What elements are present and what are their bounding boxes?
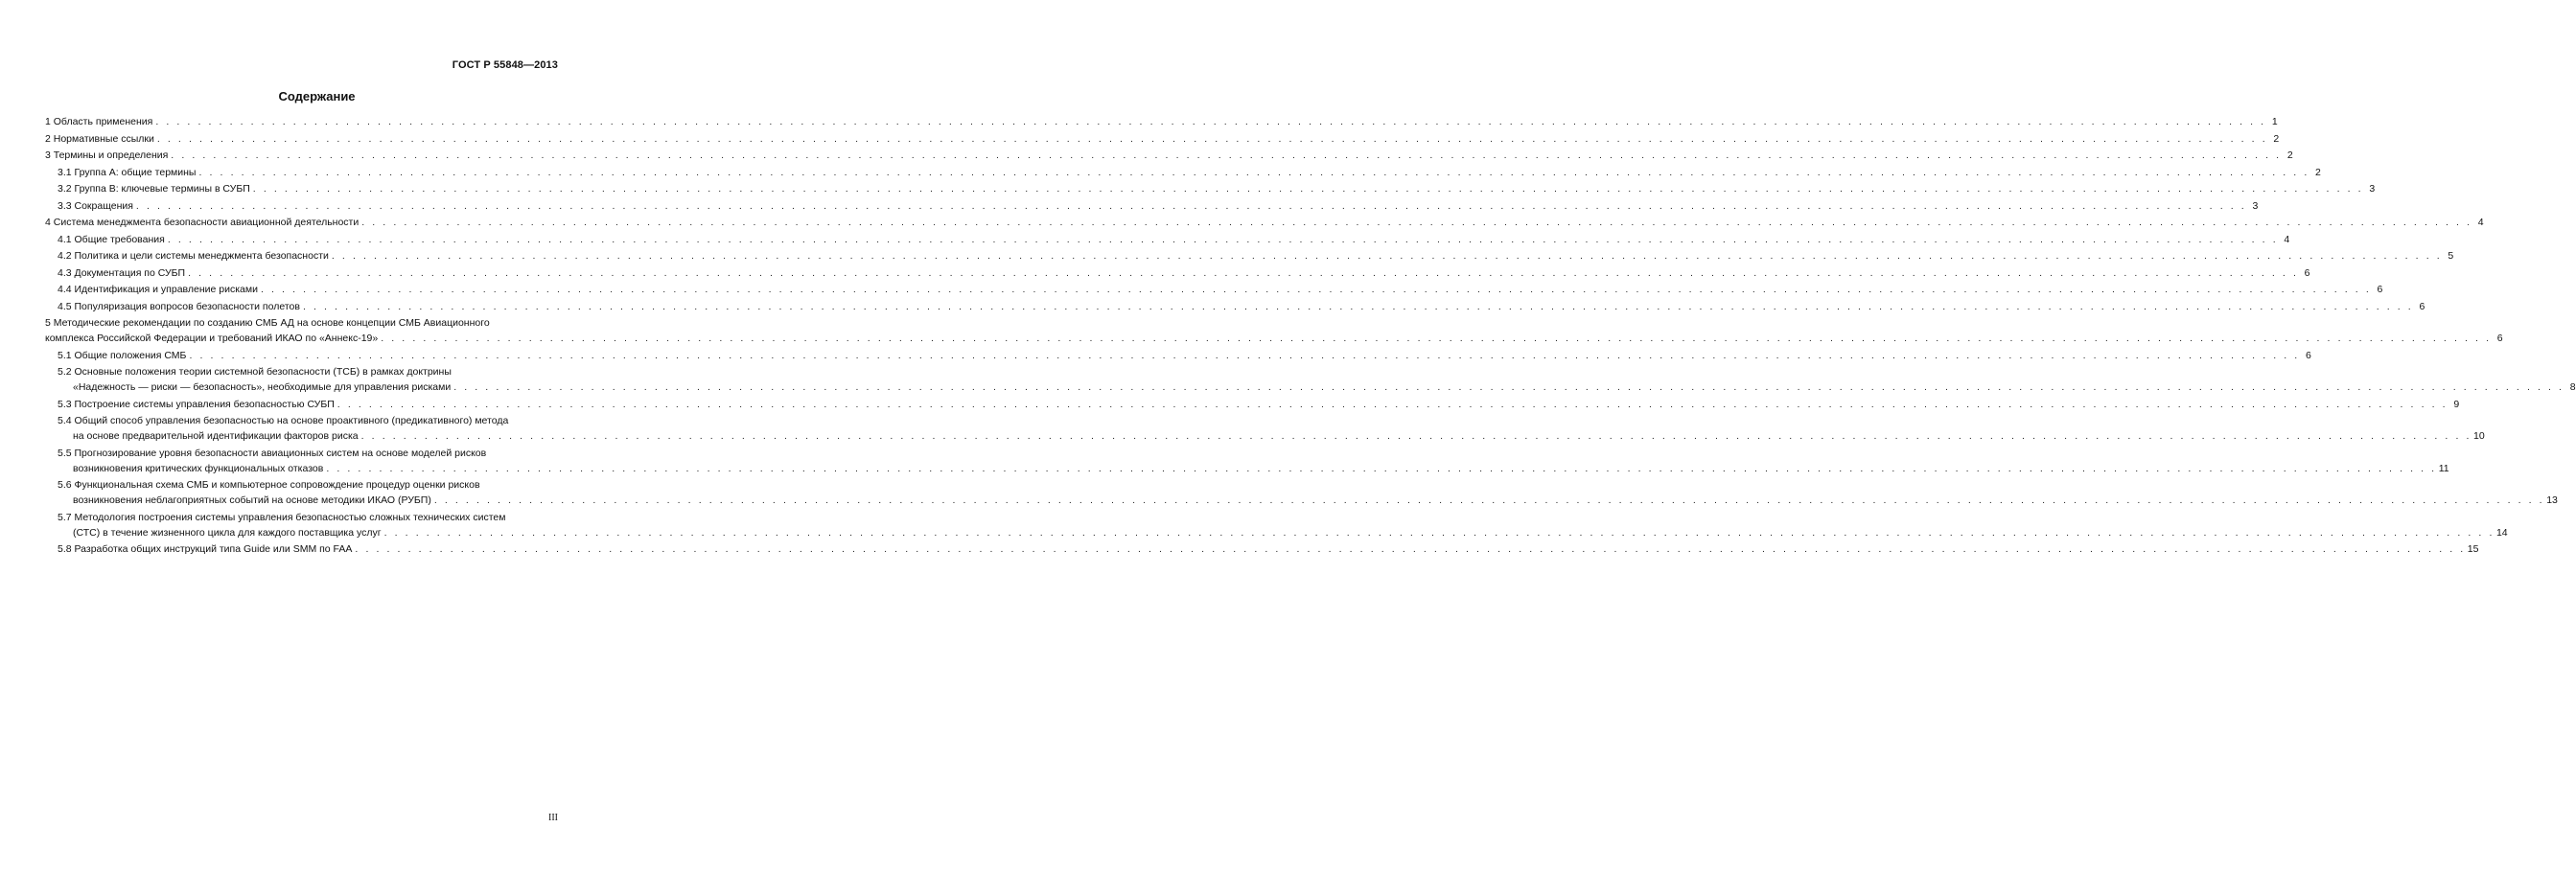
table-of-contents bbox=[45, 114, 2576, 559]
toc-leader-dots: . . . . . . . . . . . . . . . . . . . . . . . . . . . . . . . . . . . . . . . . . . . . . . . . . . . . . . . . . . . . . . . . . . . . . . . . . . . . . . . . . . . . . . . . . . . . . . . . . . . . . . . . . . . . . . . . . . . . . . . . . . . . . . . . . . . . . . . . . . . . . . . . . . . . . . . . . . . . . . . . . . . . . . . . . . . . . . . . . . . . . . . . . . . . . . . . . . . . . . . . bbox=[433, 494, 2545, 506]
toc-leader-dots: . . . . . . . . . . . . . . . . . . . . . . . . . . . . . . . . . . . . . . . . . . . . . . . . . . . . . . . . . . . . . . . . . . . . . . . . . . . . . . . . . . . . . . . . . . . . . . . . . . . . . . . . . . . . . . . . . . . . . . . . . . . . . . . . . . . . . . . . . . . . . . . . . . . . . . . . . . . . . . . . . . . . . . . . . . . . . . . . . . . . . . . . . . . . . . . . . . . . . . . . bbox=[331, 250, 2443, 262]
toc-entry[interactable] bbox=[45, 198, 2259, 214]
toc-entry-page: 8 bbox=[2569, 381, 2576, 393]
toc-leader-dots: . . . . . . . . . . . . . . . . . . . . . . . . . . . . . . . . . . . . . . . . . . . . . . . . . . . . . . . . . . . . . . . . . . . . . . . . . . . . . . . . . . . . . . . . . . . . . . . . . . . . . . . . . . . . . . . . . . . . . . . . . . . . . . . . . . . . . . . . . . . . . . . . . . . . . . . . . . . . . . . . . . . . . . . . . . . . . . . . . . . . . . . . . . . . . . . . . . . . . . . . bbox=[453, 381, 2564, 393]
toc-leader-dots: . . . . . . . . . . . . . . . . . . . . . . . . . . . . . . . . . . . . . . . . . . . . . . . . . . . . . . . . . . . . . . . . . . . . . . . . . . . . . . . . . . . . . . . . . . . . . . . . . . . . . . . . . . . . . . . . . . . . . . . . . . . . . . . . . . . . . . . . . . . . . . . . . . . . . . . . . . . . . . . . . . . . . . . . . . . . . . . . . . . . . . . . . . . . . . . . . . . . . . . . bbox=[360, 430, 2472, 442]
toc-entry-text: 5.8 Разработка общих инструкций типа Guide или SMM по FAA bbox=[58, 543, 353, 555]
toc-leader-dots: . . . . . . . . . . . . . . . . . . . . . . . . . . . . . . . . . . . . . . . . . . . . . . . . . . . . . . . . . . . . . . . . . . . . . . . . . . . . . . . . . . . . . . . . . . . . . . . . . . . . . . . . . . . . . . . . . . . . . . . . . . . . . . . . . . . . . . . . . . . . . . . . . . . . . . . . . . . . . . . . . . . . . . . . . . . . . . . . . . . . . . . . . . . . . . . . . . . . . . . . bbox=[155, 116, 2266, 127]
toc-entry-page: 15 bbox=[2467, 543, 2479, 555]
toc-entry-text: (СТС) в течение жизненного цикла для каждого поставщика услуг bbox=[73, 526, 382, 539]
toc-entry-text: 4 Система менеджмента безопасности авиационной деятельности bbox=[45, 217, 360, 228]
toc-leader-dots: . . . . . . . . . . . . . . . . . . . . . . . . . . . . . . . . . . . . . . . . . . . . . . . . . . . . . . . . . . . . . . . . . . . . . . . . . . . . . . . . . . . . . . . . . . . . . . . . . . . . . . . . . . . . . . . . . . . . . . . . . . . . . . . . . . . . . . . . . . . . . . . . . . . . . . . . . . . . . . . . . . . . . . . . . . . . . . . . . . . . . . . . . . . . . . . . . . . . . . . . bbox=[171, 149, 2282, 161]
toc-entry[interactable] bbox=[45, 131, 2280, 147]
toc-entry[interactable] bbox=[45, 299, 2425, 314]
toc-leader-dots: . . . . . . . . . . . . . . . . . . . . . . . . . . . . . . . . . . . . . . . . . . . . . . . . . . . . . . . . . . . . . . . . . . . . . . . . . . . . . . . . . . . . . . . . . . . . . . . . . . . . . . . . . . . . . . . . . . . . . . . . . . . . . . . . . . . . . . . . . . . . . . . . . . . . . . . . . . . . . . . . . . . . . . . . . . . . . . . . . . . . . . . . . . . . . . . . . . . . . . . . bbox=[355, 543, 2466, 555]
toc-leader-dots: . . . . . . . . . . . . . . . . . . . . . . . . . . . . . . . . . . . . . . . . . . . . . . . . . . . . . . . . . . . . . . . . . . . . . . . . . . . . . . . . . . . . . . . . . . . . . . . . . . . . . . . . . . . . . . . . . . . . . . . . . . . . . . . . . . . . . . . . . . . . . . . . . . . . . . . . . . . . . . . . . . . . . . . . . . . . . . . . . . . . . . . . . . . . . . . . . . . . . . . . bbox=[383, 526, 2495, 539]
toc-entry-text: 4.3 Документация по СУБП bbox=[58, 266, 186, 279]
toc-leader-dots: . . . . . . . . . . . . . . . . . . . . . . . . . . . . . . . . . . . . . . . . . . . . . . . . . . . . . . . . . . . . . . . . . . . . . . . . . . . . . . . . . . . . . . . . . . . . . . . . . . . . . . . . . . . . . . . . . . . . . . . . . . . . . . . . . . . . . . . . . . . . . . . . . . . . . . . . . . . . . . . . . . . . . . . . . . . . . . . . . . . . . . . . . . . . . . . . . . . . . . . . bbox=[188, 266, 2299, 279]
toc-entry-text: 5.3 Построение системы управления безопасностью СУБП bbox=[58, 398, 335, 410]
toc-leader-dots: . . . . . . . . . . . . . . . . . . . . . . . . . . . . . . . . . . . . . . . . . . . . . . . . . . . . . . . . . . . . . . . . . . . . . . . . . . . . . . . . . . . . . . . . . . . . . . . . . . . . . . . . . . . . . . . . . . . . . . . . . . . . . . . . . . . . . . . . . . . . . . . . . . . . . . . . . . . . . . . . . . . . . . . . . . . . . . . . . . . . . . . . . . . . . . . . . . . . . . . . bbox=[189, 349, 2300, 361]
toc-leader-dots: . . . . . . . . . . . . . . . . . . . . . . . . . . . . . . . . . . . . . . . . . . . . . . . . . . . . . . . . . . . . . . . . . . . . . . . . . . . . . . . . . . . . . . . . . . . . . . . . . . . . . . . . . . . . . . . . . . . . . . . . . . . . . . . . . . . . . . . . . . . . . . . . . . . . . . . . . . . . . . . . . . . . . . . . . . . . . . . . . . . . . . . . . . . . . . . . . . . . . . . . bbox=[337, 398, 2448, 410]
toc-leader-dots: . . . . . . . . . . . . . . . . . . . . . . . . . . . . . . . . . . . . . . . . . . . . . . . . . . . . . . . . . . . . . . . . . . . . . . . . . . . . . . . . . . . . . . . . . . . . . . . . . . . . . . . . . . . . . . . . . . . . . . . . . . . . . . . . . . . . . . . . . . . . . . . . . . . . . . . . . . . . . . . . . . . . . . . . . . . . . . . . . . . . . . . . . . . . . . . . . . . . . . . . bbox=[302, 300, 2414, 312]
toc-entry[interactable] bbox=[45, 348, 2311, 363]
toc-entry-page: 10 bbox=[2473, 430, 2485, 442]
toc-entry-text: 4.5 Популяризация вопросов безопасности полетов bbox=[58, 300, 300, 312]
toc-entry-page: 6 bbox=[2377, 284, 2383, 295]
toc-entry[interactable] bbox=[45, 541, 2479, 557]
toc-entry-page: 6 bbox=[2419, 300, 2425, 312]
page-number: III bbox=[548, 813, 558, 823]
toc-entry-text: на основе предварительной идентификации факторов риска bbox=[73, 430, 359, 442]
toc-entry[interactable] bbox=[45, 315, 2503, 346]
toc-leader-dots: . . . . . . . . . . . . . . . . . . . . . . . . . . . . . . . . . . . . . . . . . . . . . . . . . . . . . . . . . . . . . . . . . . . . . . . . . . . . . . . . . . . . . . . . . . . . . . . . . . . . . . . . . . . . . . . . . . . . . . . . . . . . . . . . . . . . . . . . . . . . . . . . . . . . . . . . . . . . . . . . . . . . . . . . . . . . . . . . . . . . . . . . . . . . . . . . . . . . . . . . bbox=[167, 233, 2279, 245]
standard-code: ГОСТ Р 55848—2013 bbox=[452, 59, 558, 71]
toc-entry-page: 2 bbox=[2286, 149, 2293, 161]
toc-leader-dots: . . . . . . . . . . . . . . . . . . . . . . . . . . . . . . . . . . . . . . . . . . . . . . . . . . . . . . . . . . . . . . . . . . . . . . . . . . . . . . . . . . . . . . . . . . . . . . . . . . . . . . . . . . . . . . . . . . . . . . . . . . . . . . . . . . . . . . . . . . . . . . . . . . . . . . . . . . . . . . . . . . . . . . . . . . . . . . . . . . . . . . . . . . . . . . . . . . . . . . . . bbox=[260, 284, 2372, 295]
toc-leader-dots: . . . . . . . . . . . . . . . . . . . . . . . . . . . . . . . . . . . . . . . . . . . . . . . . . . . . . . . . . . . . . . . . . . . . . . . . . . . . . . . . . . . . . . . . . . . . . . . . . . . . . . . . . . . . . . . . . . . . . . . . . . . . . . . . . . . . . . . . . . . . . . . . . . . . . . . . . . . . . . . . . . . . . . . . . . . . . . . . . . . . . . . . . . . . . . . . . . . . . . . . bbox=[156, 132, 2268, 145]
toc-entry-text: 5.1 Общие положения СМБ bbox=[58, 349, 187, 361]
toc-entry-page: 6 bbox=[2304, 266, 2310, 279]
toc-entry-page: 6 bbox=[2305, 349, 2311, 361]
toc-entry[interactable] bbox=[45, 364, 2576, 395]
toc-entry[interactable] bbox=[45, 215, 2484, 230]
toc-entry[interactable] bbox=[45, 114, 2278, 129]
toc-entry-text: 5.4 Общий способ управления безопасностью на основе проактивного (предикативного) метода bbox=[58, 415, 509, 426]
toc-leader-dots: . . . . . . . . . . . . . . . . . . . . . . . . . . . . . . . . . . . . . . . . . . . . . . . . . . . . . . . . . . . . . . . . . . . . . . . . . . . . . . . . . . . . . . . . . . . . . . . . . . . . . . . . . . . . . . . . . . . . . . . . . . . . . . . . . . . . . . . . . . . . . . . . . . . . . . . . . . . . . . . . . . . . . . . . . . . . . . . . . . . . . . . . . . . . . . . . . . . . . . . . bbox=[361, 217, 2472, 228]
toc-entry-text: 4.1 Общие требования bbox=[58, 233, 165, 245]
toc-entry-page: 5 bbox=[2448, 250, 2454, 262]
toc-entry-page: 6 bbox=[2496, 333, 2503, 344]
toc-entry[interactable] bbox=[45, 232, 2290, 247]
toc-entry-text: 5 Методические рекомендации по созданию СМБ АД на основе концепции СМБ Авиационного bbox=[45, 317, 490, 329]
toc-entry-text: 5.5 Прогнозирование уровня безопасности авиационных систем на основе моделей рисков bbox=[58, 447, 487, 459]
toc-entry-page: 13 bbox=[2546, 494, 2558, 506]
toc-entry[interactable] bbox=[45, 148, 2293, 163]
toc-leader-dots: . . . . . . . . . . . . . . . . . . . . . . . . . . . . . . . . . . . . . . . . . . . . . . . . . . . . . . . . . . . . . . . . . . . . . . . . . . . . . . . . . . . . . . . . . . . . . . . . . . . . . . . . . . . . . . . . . . . . . . . . . . . . . . . . . . . . . . . . . . . . . . . . . . . . . . . . . . . . . . . . . . . . . . . . . . . . . . . . . . . . . . . . . . . . . . . . . . . . . . . . bbox=[381, 333, 2492, 344]
toc-entry-text: «Надежность — риски — безопасность», необходимые для управления рисками bbox=[73, 381, 452, 393]
toc-entry-text: 3.3 Сокращения bbox=[58, 199, 133, 212]
toc-entry-page: 3 bbox=[2369, 183, 2376, 195]
toc-entry-text: 4.4 Идентификация и управление рисками bbox=[58, 284, 258, 295]
toc-entry-page: 3 bbox=[2252, 199, 2259, 212]
toc-entry-page: 14 bbox=[2495, 526, 2508, 539]
toc-entry-text: 5.2 Основные положения теории системной безопасности (ТСБ) в рамках доктрины bbox=[58, 366, 452, 378]
toc-entry-text: комплекса Российской Федерации и требований ИКАО по «Аннекс-19» bbox=[45, 333, 379, 344]
toc-entry-text: 2 Нормативные ссылки bbox=[45, 132, 154, 145]
toc-entry-page: 4 bbox=[2477, 217, 2484, 228]
toc-entry[interactable] bbox=[45, 477, 2558, 508]
toc-entry-text: 5.7 Методология построения системы управления безопасностью сложных технических систем bbox=[58, 511, 506, 523]
toc-entry[interactable] bbox=[45, 510, 2508, 540]
toc-entry-text: 3 Термины и определения bbox=[45, 149, 169, 161]
toc-entry-page: 1 bbox=[2271, 116, 2278, 127]
toc-leader-dots: . . . . . . . . . . . . . . . . . . . . . . . . . . . . . . . . . . . . . . . . . . . . . . . . . . . . . . . . . . . . . . . . . . . . . . . . . . . . . . . . . . . . . . . . . . . . . . . . . . . . . . . . . . . . . . . . . . . . . . . . . . . . . . . . . . . . . . . . . . . . . . . . . . . . . . . . . . . . . . . . . . . . . . . . . . . . . . . . . . . . . . . . . . . . . . . . . . . . . . . . bbox=[198, 166, 2309, 178]
toc-entry-page: 2 bbox=[2315, 166, 2321, 178]
toc-entry-page: 2 bbox=[2273, 132, 2280, 145]
toc-entry[interactable] bbox=[45, 181, 2376, 196]
toc-entry-text: возникновения неблагоприятных событий на основе методики ИКАО (РУБП) bbox=[73, 494, 431, 506]
toc-entry-page: 4 bbox=[2284, 233, 2290, 245]
toc-entry-text: 3.1 Группа А: общие термины bbox=[58, 166, 197, 178]
toc-entry-text: 4.2 Политика и цели системы менеджмента безопасности bbox=[58, 250, 329, 262]
toc-entry[interactable] bbox=[45, 248, 2454, 264]
toc-entry[interactable] bbox=[45, 265, 2310, 281]
toc-entry[interactable] bbox=[45, 397, 2460, 412]
toc-entry-text: возникновения критических функциональных отказов bbox=[73, 462, 324, 474]
toc-entry-text: 5.6 Функциональная схема СМБ и компьютерное сопровождение процедур оценки рисков bbox=[58, 479, 480, 491]
toc-entry-text: 1 Область применения bbox=[45, 116, 153, 127]
toc-entry[interactable] bbox=[45, 165, 2321, 180]
toc-title: Содержание bbox=[278, 89, 356, 103]
toc-entry-text: 3.2 Группа В: ключевые термины в СУБП bbox=[58, 183, 250, 195]
toc-entry[interactable] bbox=[45, 446, 2449, 476]
toc-entry[interactable] bbox=[45, 282, 2383, 297]
toc-entry-page: 9 bbox=[2453, 398, 2460, 410]
toc-leader-dots: . . . . . . . . . . . . . . . . . . . . . . . . . . . . . . . . . . . . . . . . . . . . . . . . . . . . . . . . . . . . . . . . . . . . . . . . . . . . . . . . . . . . . . . . . . . . . . . . . . . . . . . . . . . . . . . . . . . . . . . . . . . . . . . . . . . . . . . . . . . . . . . . . . . . . . . . . . . . . . . . . . . . . . . . . . . . . . . . . . . . . . . . . . . . . . . . . . . . . . . . bbox=[252, 183, 2364, 195]
toc-leader-dots: . . . . . . . . . . . . . . . . . . . . . . . . . . . . . . . . . . . . . . . . . . . . . . . . . . . . . . . . . . . . . . . . . . . . . . . . . . . . . . . . . . . . . . . . . . . . . . . . . . . . . . . . . . . . . . . . . . . . . . . . . . . . . . . . . . . . . . . . . . . . . . . . . . . . . . . . . . . . . . . . . . . . . . . . . . . . . . . . . . . . . . . . . . . . . . . . . . . . . . . . bbox=[135, 199, 2247, 212]
toc-leader-dots: . . . . . . . . . . . . . . . . . . . . . . . . . . . . . . . . . . . . . . . . . . . . . . . . . . . . . . . . . . . . . . . . . . . . . . . . . . . . . . . . . . . . . . . . . . . . . . . . . . . . . . . . . . . . . . . . . . . . . . . . . . . . . . . . . . . . . . . . . . . . . . . . . . . . . . . . . . . . . . . . . . . . . . . . . . . . . . . . . . . . . . . . . . . . . . . . . . . . . . . . bbox=[326, 462, 2437, 474]
toc-entry-page: 11 bbox=[2438, 462, 2449, 474]
toc-entry[interactable] bbox=[45, 413, 2485, 444]
